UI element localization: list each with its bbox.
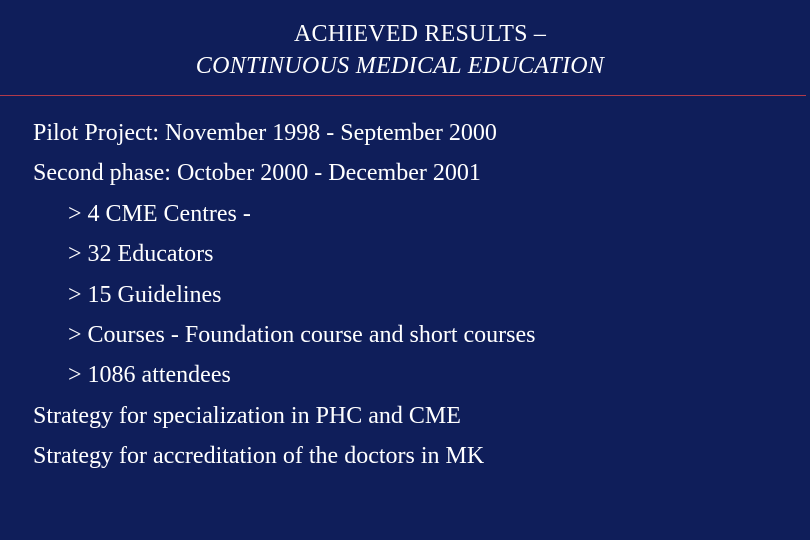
title-divider [0, 95, 806, 96]
title-line-2: CONTINUOUS MEDICAL EDUCATION [195, 53, 605, 79]
sub-bullet-cme-centres: > 4 CME Centres - [68, 200, 251, 227]
slide-title [0, 18, 810, 82]
bullet-pilot-project: Pilot Project: November 1998 - September 2000 [33, 120, 497, 146]
bullet-second-phase: Second phase: October 2000 - December 2001 [33, 160, 481, 187]
sub-bullet-attendees: > 1086 attendees [68, 362, 231, 389]
sub-bullet-courses: > Courses - Foundation course and short courses [68, 322, 536, 349]
title-line-1: ACHIEVED RESULTS – [293, 21, 547, 47]
bullet-list [33, 113, 793, 477]
sub-bullet-educators: > 32 Educators [68, 241, 214, 268]
bullet-strategy-specialization: Strategy for specialization in PHC and CME [33, 402, 461, 429]
sub-bullet-guidelines: > 15 Guidelines [68, 281, 222, 308]
bullet-strategy-accreditation: Strategy for accreditation of the doctors in MK [33, 443, 485, 470]
